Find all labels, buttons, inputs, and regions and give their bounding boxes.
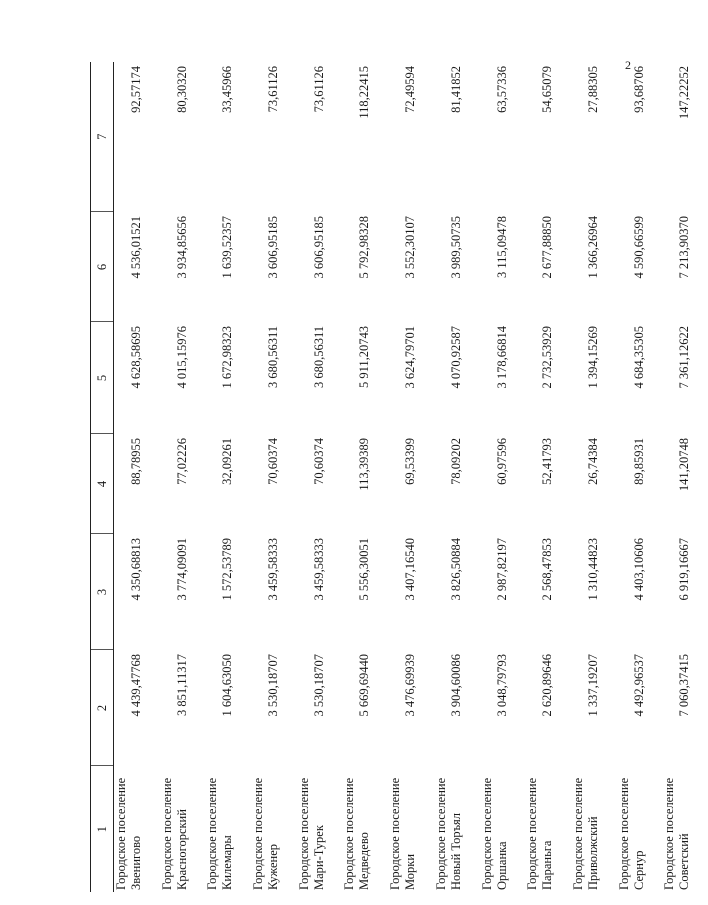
cell-c4: 141,20748	[677, 438, 692, 492]
settlement-type: Городское поселение	[616, 777, 631, 890]
cell-c2: 4 492,96537	[631, 654, 646, 717]
settlement-title: Оршанка	[494, 841, 509, 890]
cell-c6: 3 552,30107	[403, 216, 418, 279]
settlement-name	[388, 766, 434, 892]
cell-c4: 78,09202	[448, 438, 463, 485]
cell-c3: 3 826,50884	[448, 538, 463, 601]
settlement-type: Городское поселение	[570, 777, 585, 890]
settlement-title: Мари-Турек	[311, 825, 326, 890]
settlement-title: Параньга	[540, 840, 555, 890]
cell-c2: 1 604,63050	[220, 654, 235, 717]
settlement-type: Городское поселение	[342, 777, 357, 890]
data-table	[90, 62, 708, 892]
column-header-5: 5	[91, 322, 114, 434]
cell-c3: 3 774,09091	[174, 538, 189, 601]
cell-c5: 4 684,35305	[631, 326, 646, 389]
cell-c2: 2 620,89646	[540, 654, 555, 717]
table-body	[114, 62, 708, 892]
cell-c4: 52,41793	[540, 438, 555, 485]
cell-c7: 80,30320	[174, 66, 189, 113]
settlement-title: Приволжский	[585, 816, 600, 890]
settlement-type: Городское поселение	[114, 777, 128, 890]
cell-c6: 4 536,01521	[129, 216, 143, 279]
settlement-name	[617, 766, 663, 892]
cell-c2: 5 669,69440	[357, 654, 372, 717]
cell-c2: 4 439,47768	[129, 654, 143, 717]
settlement-title: Куженер	[266, 844, 281, 890]
cell-c5: 4 070,92587	[448, 326, 463, 389]
cell-c5: 3 680,56311	[311, 326, 326, 389]
settlement-title: Килемары	[220, 835, 235, 890]
cell-c7: 63,57336	[494, 66, 509, 113]
cell-c7: 81,41852	[448, 66, 463, 113]
settlement-name	[114, 766, 160, 892]
settlement-type: Городское поселение	[662, 777, 677, 890]
cell-c3: 2 568,47853	[540, 538, 555, 601]
settlement-title: Медведево	[357, 832, 372, 890]
cell-c2: 3 530,18707	[311, 654, 326, 717]
column-header-6: 6	[91, 212, 114, 322]
cell-c7: 73,61126	[266, 66, 281, 113]
settlement-name	[251, 766, 297, 892]
settlement-name	[205, 766, 251, 892]
settlement-title: Сернур	[631, 850, 646, 890]
cell-c6: 7 213,90370	[677, 216, 692, 279]
cell-c6: 2 677,88850	[540, 216, 555, 279]
settlement-type: Городское поселение	[296, 777, 311, 890]
cell-c3: 4 350,68813	[129, 538, 143, 601]
column-header-2: 2	[91, 650, 114, 766]
cell-c7: 54,65079	[540, 66, 555, 113]
cell-c3: 3 459,58333	[266, 538, 281, 601]
cell-c2: 3 048,79793	[494, 654, 509, 717]
cell-c4: 70,60374	[266, 438, 281, 485]
table-row	[388, 62, 434, 892]
header-row	[91, 62, 114, 892]
cell-c5: 4 015,15976	[174, 326, 189, 389]
cell-c4: 77,02226	[174, 438, 189, 485]
settlement-title: Советский	[677, 833, 692, 890]
cell-c3: 1 310,44823	[585, 538, 600, 601]
cell-c6: 4 590,66599	[631, 216, 646, 279]
table-row	[114, 62, 160, 892]
cell-c2: 3 530,18707	[266, 654, 281, 717]
cell-c6: 3 606,95185	[311, 216, 326, 279]
cell-c4: 70,60374	[311, 438, 326, 485]
cell-c4: 26,74384	[585, 438, 600, 485]
settlement-type: Городское поселение	[479, 777, 494, 890]
settlement-name	[297, 766, 343, 892]
column-header-3: 3	[91, 534, 114, 650]
settlement-type: Городское поселение	[251, 777, 266, 890]
cell-c7: 73,61126	[311, 66, 326, 113]
cell-c4: 89,85931	[631, 438, 646, 485]
cell-c5: 3 624,79701	[403, 326, 418, 389]
settlement-type: Городское поселение	[388, 777, 403, 890]
cell-c7: 27,88305	[585, 66, 600, 113]
cell-c5: 1 672,98323	[220, 326, 235, 389]
column-header-1: 1	[91, 766, 114, 892]
cell-c4: 60,97596	[494, 438, 509, 485]
cell-c6: 5 792,98328	[357, 216, 372, 279]
cell-c4: 113,39389	[357, 438, 372, 491]
settlement-name	[434, 766, 480, 892]
cell-c3: 3 459,58333	[311, 538, 326, 601]
cell-c5: 3 680,56311	[266, 326, 281, 389]
cell-c5: 5 911,20743	[357, 326, 372, 389]
cell-c7: 93,68706	[631, 66, 646, 113]
page-number: 2	[625, 58, 631, 72]
cell-c3: 4 403,10606	[631, 538, 646, 601]
cell-c2: 3 851,11317	[174, 654, 189, 717]
cell-c2: 7 060,37415	[677, 654, 692, 717]
settlement-title: Новый Торъял	[448, 812, 463, 890]
cell-c3: 3 407,16540	[403, 538, 418, 601]
settlement-type: Городское поселение	[205, 777, 220, 890]
settlement-title: Звенигово	[129, 835, 143, 890]
cell-c3: 6 919,16667	[677, 538, 692, 601]
table-row	[571, 62, 617, 892]
cell-c6: 3 606,95185	[266, 216, 281, 279]
cell-c7: 72,49594	[403, 66, 418, 113]
cell-c7: 118,22415	[357, 66, 372, 119]
table-row	[662, 62, 708, 892]
settlement-type: Городское поселение	[159, 777, 174, 890]
cell-c2: 3 476,69939	[403, 654, 418, 717]
cell-c7: 92,57174	[129, 66, 143, 113]
cell-c5: 3 178,66814	[494, 326, 509, 389]
cell-c6: 1 639,52357	[220, 216, 235, 279]
settlement-name	[525, 766, 571, 892]
column-header-7: 7	[91, 62, 114, 212]
settlement-name	[160, 766, 206, 892]
table-row	[342, 62, 388, 892]
cell-c2: 3 904,60086	[448, 654, 463, 717]
table-row	[205, 62, 251, 892]
cell-c5: 4 628,58695	[129, 326, 143, 389]
cell-c4: 69,53399	[403, 438, 418, 485]
table-row	[525, 62, 571, 892]
table-row	[480, 62, 526, 892]
cell-c5: 2 732,53929	[540, 326, 555, 389]
settlement-name	[571, 766, 617, 892]
table-row	[617, 62, 663, 892]
settlement-name	[342, 766, 388, 892]
cell-c3: 2 987,82197	[494, 538, 509, 601]
table-row	[160, 62, 206, 892]
settlement-type: Городское поселение	[525, 777, 540, 890]
cell-c3: 5 556,30051	[357, 538, 372, 601]
cell-c7: 33,45966	[220, 66, 235, 113]
cell-c5: 7 361,12622	[677, 326, 692, 389]
column-header-4: 4	[91, 434, 114, 534]
cell-c6: 3 989,50735	[448, 216, 463, 279]
rotated-table-container	[90, 62, 692, 892]
settlement-title: Морки	[403, 853, 418, 890]
table-row	[297, 62, 343, 892]
cell-c3: 1 572,53789	[220, 538, 235, 601]
cell-c7: 147,22252	[677, 66, 692, 120]
table-row	[434, 62, 480, 892]
cell-c4: 32,09261	[220, 438, 235, 485]
cell-c4: 88,78955	[129, 438, 143, 485]
cell-c2: 1 337,19207	[585, 654, 600, 717]
settlement-title: Красногорский	[174, 809, 189, 890]
table-row	[251, 62, 297, 892]
cell-c6: 3 115,09478	[494, 216, 509, 279]
cell-c5: 1 394,15269	[585, 326, 600, 389]
cell-c6: 1 366,26964	[585, 216, 600, 279]
settlement-name	[662, 766, 708, 892]
cell-c6: 3 934,85656	[174, 216, 189, 279]
settlement-name	[480, 766, 526, 892]
settlement-type: Городское поселение	[433, 777, 448, 890]
